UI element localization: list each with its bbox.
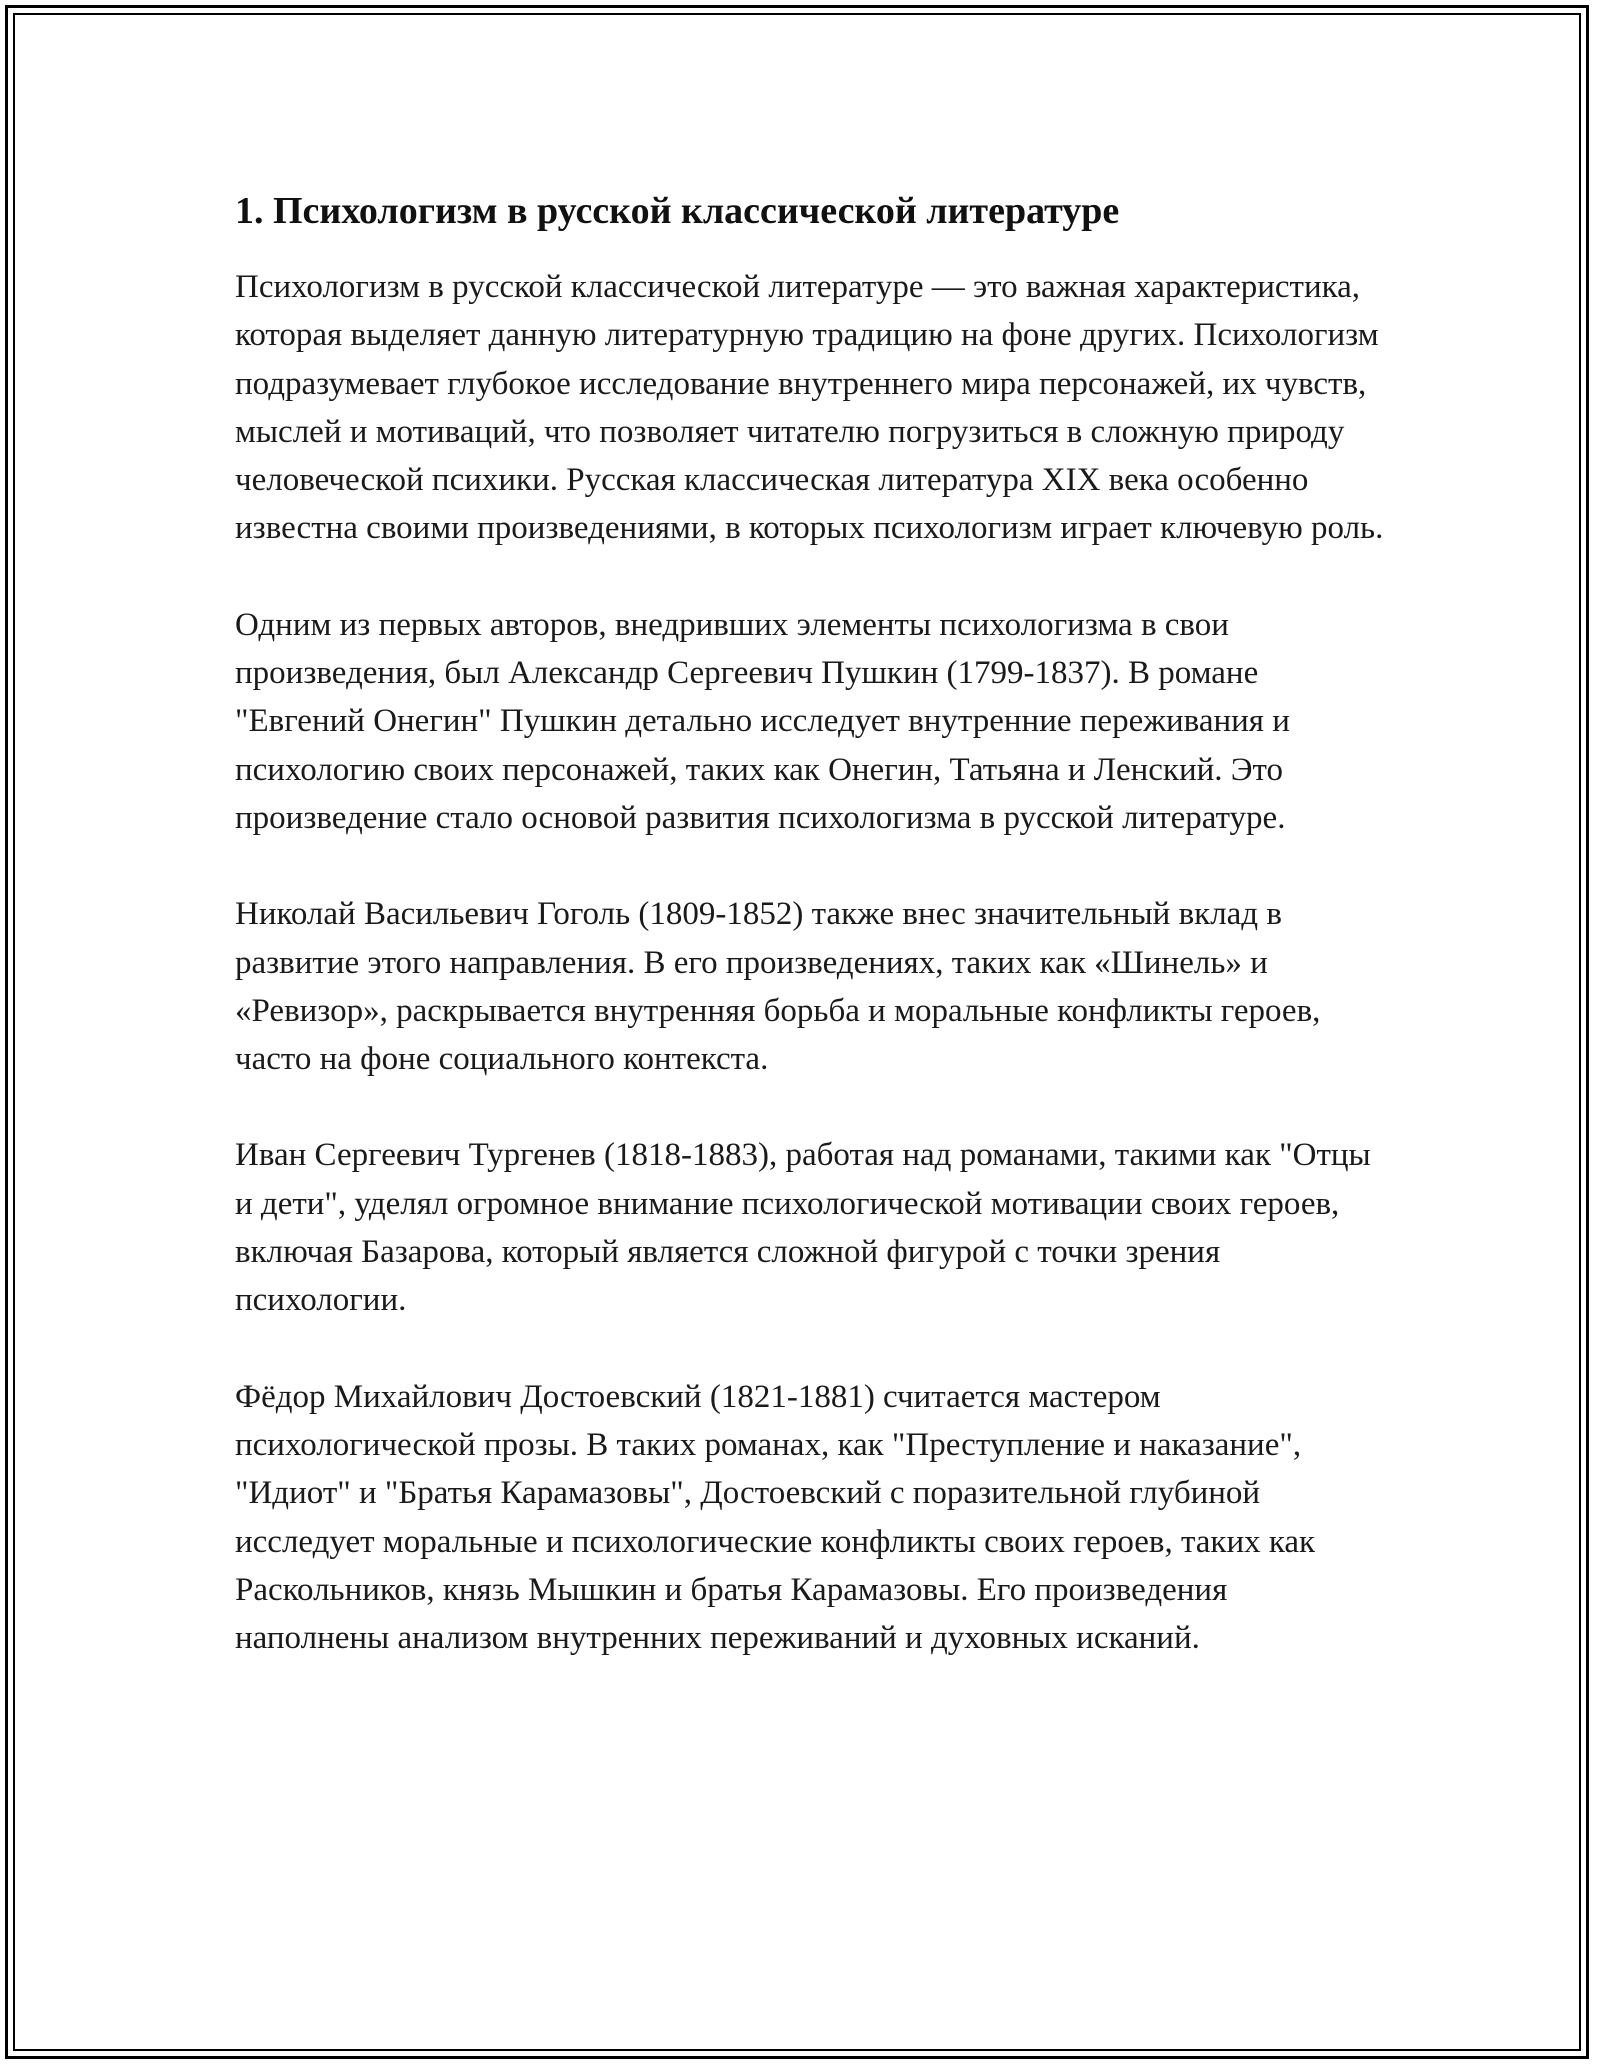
paragraph-turgenev: Иван Сергеевич Тургенев (1818-1883), работая над романами, такими как "Отцы и дети", уделял огромное внимание психологической мотивации своих героев, включая Базарова, который является сложной фигурой с точки зрения психологии. — [235, 1137, 1371, 1319]
paragraph-gogol: Николай Васильевич Гоголь (1809-1852) также внес значительный вклад в развитие этого направления. В его произведениях, таких как «Шинель» и «Ревизор», раскрывается внутренняя борьба и моральные конфликты героев, часто на фоне социального контекста. — [235, 896, 1321, 1078]
section-heading: 1. Психологизм в русской классической литературе — [235, 190, 1120, 232]
paragraph-pushkin: Одним из первых авторов, внедривших элементы психологизма в свои произведения, был Александр Сергеевич Пушкин (1799-1837). В романе "Евгений Онегин" Пушкин детально исследует внутренние переживания и психологию своих персонажей, таких как Онегин, Татьяна и Ленский. Это произведение стало основой развития психологизма в русской литературе. — [235, 606, 1290, 836]
document-body — [235, 185, 1385, 1710]
paragraph-intro: Психологизм в русской классической литературе — это важная характеристика, которая выделяет данную литературную традицию на фоне других. Психологизм подразумевает глубокое исследование внутреннего мира персонажей, их чувств, мыслей и мотиваций, что позволяет читателю погрузиться в сложную природу человеческой психики. Русская классическая литература XIX века особенно известна своими произведениями, в которых психологизм играет ключевую роль. — [235, 269, 1384, 547]
paragraph-dostoevsky: Фёдор Михайлович Достоевский (1821-1881) считается мастером психологической прозы. В таких романах, как "Преступление и наказание", "Идиот" и "Братья Карамазовы", Достоевский с поразительной глубиной исследует моральные и психологические конфликты своих героев, таких как Раскольников, князь Мышкин и братья Карамазовы. Его произведения наполнены анализом внутренних переживаний и духовных исканий. — [235, 1378, 1316, 1657]
